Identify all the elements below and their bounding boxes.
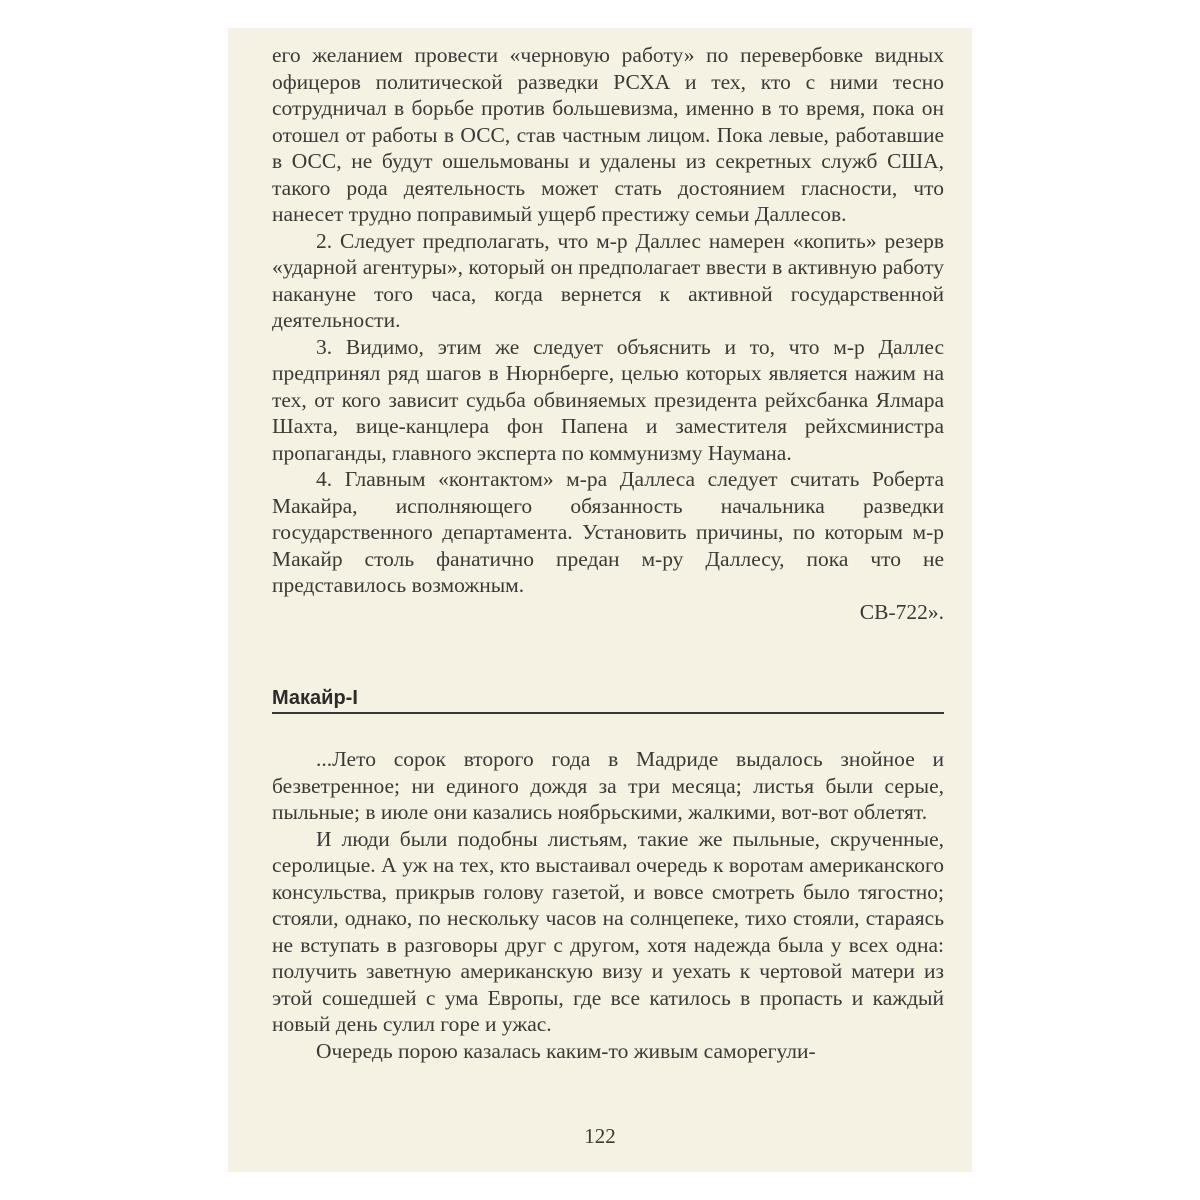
- paragraph-point-4: 4. Главным «контактом» м-ра Даллеса следует считать Роберта Макайра, исполняющего обязанность начальника разведки государственного департамента. Установить причины, по которым м-р Макайр столь фанатично предан м-ру Даллесу, пока что не представилось возможным.: [272, 467, 944, 597]
- paragraph-1: ...Лето сорок второго года в Мадриде выдалось знойное и безветренное; ни единого дождя за три месяца; листья были серые, пыльные; в июле они казались ноябрьскими, жалкими, вот-вот облетят.: [272, 747, 944, 824]
- paragraph-2: И люди были подобны листьям, такие же пыльные, скрученные, серолицые. А уж на тех, кто выстаивал очередь к воротам американского консульства, прикрыв голову газетой, и вовсе смотреть было тягостно; стояли, однако, по нескольку часов на солнцепеке, тихо стояли, стараясь не вступать в разговоры друг с другом, хотя надежда была у всех одна: получить заветную американскую визу и уехать к чертовой матери из этой сошедшей с ума Европы, где все катилось в пропасть и каждый новый день сулил горе и ужас.: [272, 826, 944, 1036]
- book-page: [228, 28, 972, 1172]
- chapter-heading: Макайр-I: [272, 686, 944, 714]
- paragraph-continued: его желанием провести «черновую работу» по перевербовке видных офицеров политической разведки РСХА и тех, кто с ними тесно сотрудничал в борьбе против большевизма, именно в то время, пока он отошел от работы в ОСС, став частным лицом. Пока левые, работавшие в ОСС, не будут ошельмованы и удалены из секретных служб США, такого рода деятельность может стать достоянием гласности, что нанесет трудно поправимый ущерб престижу семьи Даллесов.: [272, 43, 944, 226]
- paragraph-3: Очередь порою казалась каким-то живым саморегули-: [316, 1038, 816, 1063]
- signature: СВ-722».: [859, 599, 944, 624]
- paragraph-point-3: 3. Видимо, этим же следует объяснить и то, что м-р Даллес предпринял ряд шагов в Нюрнберге, целью которых является нажим на тех, от кого зависит судьба обвиняемых президента рейхсбанка Ялмара Шахта, вице-канцлера фон Папена и заместителя рейхсминистра пропаганды, главного эксперта по коммунизму Наумана.: [272, 334, 944, 465]
- section-2-text: [272, 746, 944, 1064]
- section-1-text: [272, 42, 944, 625]
- page-number: 122: [584, 1124, 616, 1148]
- paragraph-point-2: 2. Следует предполагать, что м-р Даллес намерен «копить» резерв «ударной агентуры», который он предполагает ввести в активную работу накануне того часа, когда вернется к активной государственной деятельности.: [272, 228, 944, 332]
